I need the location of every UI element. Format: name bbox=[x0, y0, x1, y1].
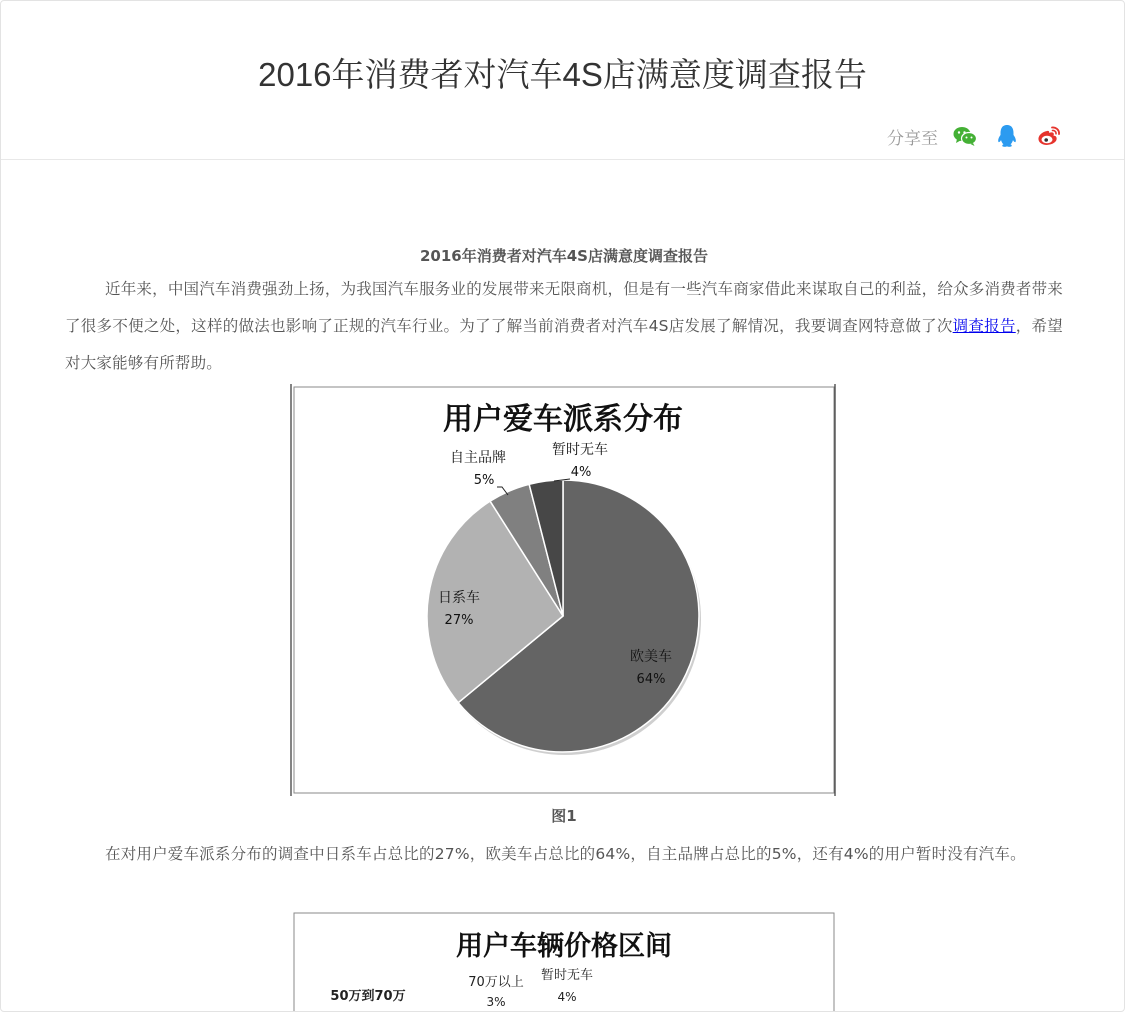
weibo-icon[interactable] bbox=[1036, 123, 1062, 149]
qq-icon[interactable] bbox=[994, 123, 1020, 149]
chart2-label-50-70: 50万到70万 bbox=[330, 989, 406, 1004]
wechat-icon[interactable] bbox=[952, 123, 978, 149]
pie-chart-car-origin bbox=[290, 384, 836, 796]
intro-text-end: ，希望对大家能够有所帮助。 bbox=[65, 317, 1063, 372]
slice-western-label: 欧美车 bbox=[630, 649, 672, 665]
intro-paragraph bbox=[65, 271, 1063, 382]
chart2-title: 用户车辆价格区间 bbox=[456, 931, 672, 962]
chart2-label-no-car: 暂时无车 bbox=[540, 968, 594, 983]
intro-text: 近年来，中国汽车消费强劲上扬，为我国汽车服务业的发展带来无限商机，但是有一些汽车商家借此来谋取自己的利益，给众多消费者带来了很多不便之处，这样的做法也影响了正规的汽车行业。为了了解当前消费者对汽车4S店发展了解情况，我要调查网特意做了次 bbox=[65, 280, 1063, 335]
chart2-label-70plus: 70万以上 bbox=[468, 975, 524, 990]
share-label: 分享至 bbox=[887, 128, 938, 149]
chart2-value-70plus: 3% bbox=[486, 995, 506, 1009]
page-title: 2016年消费者对汽车4S店满意度调查报告 bbox=[258, 56, 867, 93]
slice-domestic-label: 自主品牌 bbox=[450, 450, 506, 466]
slice-japanese-label: 日系车 bbox=[438, 590, 480, 606]
page-header bbox=[1, 1, 1124, 160]
article-content bbox=[65, 241, 1063, 1009]
chart1-title: 用户爱车派系分布 bbox=[443, 402, 683, 437]
article-title: 2016年消费者对汽车4S店满意度调查报告 bbox=[420, 247, 708, 265]
figure1-caption: 图1 bbox=[551, 807, 577, 825]
slice-no-car-value: 4% bbox=[570, 465, 592, 480]
survey-report-link[interactable]: 调查报告 bbox=[952, 317, 1016, 335]
share-bar bbox=[887, 121, 1062, 151]
slice-no-car-label: 暂时无车 bbox=[552, 442, 608, 458]
slice-domestic-value: 5% bbox=[473, 473, 495, 488]
paragraph-2: 在对用户爱车派系分布的调查中日系车占总比的27%，欧美车占总比的64%，自主品牌占总比的5%，还有4%的用户暂时没有汽车。 bbox=[105, 845, 1026, 863]
slice-western-value: 64% bbox=[636, 672, 666, 687]
slice-japanese-value: 27% bbox=[444, 613, 474, 628]
pie-chart-price-range bbox=[293, 912, 835, 1012]
chart2-value-no-car: 4% bbox=[557, 990, 577, 1004]
